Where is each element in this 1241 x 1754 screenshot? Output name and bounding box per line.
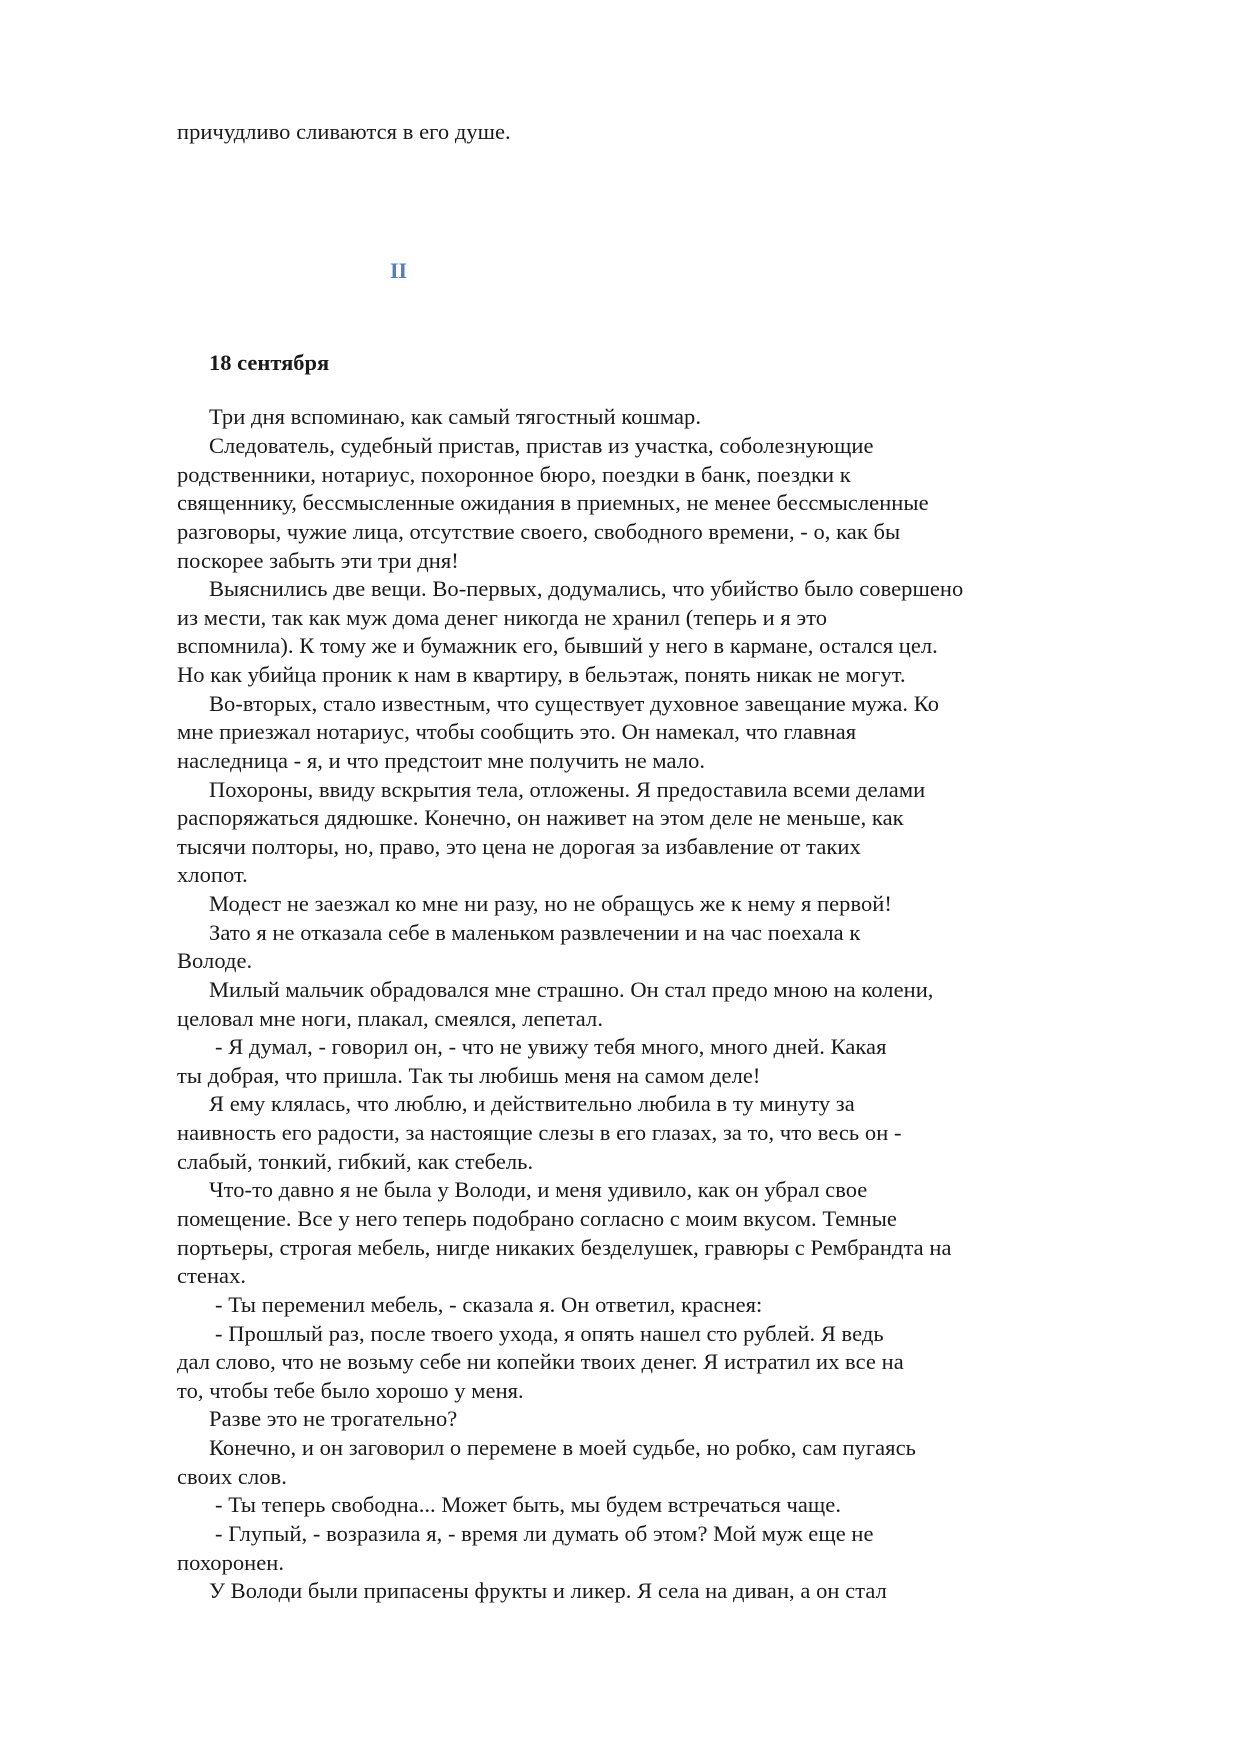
entry-date-heading: 18 сентября xyxy=(209,350,330,375)
text-line: разговоры, чужие лица, отсутствие своего, свободного времени, - о, как бы xyxy=(177,519,901,544)
text-line: из мести, так как муж дома денег никогда не хранил (теперь и я это xyxy=(177,605,828,630)
text-line: Володе. xyxy=(177,948,253,973)
text-line: Похороны, ввиду вскрытия тела, отложены. Я предоставила всеми делами xyxy=(209,777,926,802)
text-line: мне приезжал нотариус, чтобы сообщить это. Он намекал, что главная xyxy=(177,719,857,744)
dialog-line: - Прошлый раз, после твоего ухода, я опять нашел сто рублей. Я ведь xyxy=(215,1321,884,1346)
text-line: стенах. xyxy=(177,1263,247,1288)
chapter-number: II xyxy=(390,258,408,283)
text-line: Разве это не трогательно? xyxy=(209,1406,458,1431)
text-line: Выяснились две вещи. Во-первых, додумались, что убийство было совершено xyxy=(209,576,964,601)
dialog-line: - Глупый, - возразила я, - время ли думать об этом? Мой муж еще не xyxy=(215,1521,874,1546)
text-line: священнику, бессмысленные ожидания в приемных, не менее бессмысленные xyxy=(177,490,929,515)
text-line: тысячи полторы, но, право, это цена не дорогая за избавление от таких xyxy=(177,834,861,859)
text-line: родственники, нотариус, похоронное бюро, поездки в банк, поездки к xyxy=(177,462,851,487)
text-line: Во-вторых, стало известным, что существует духовное завещание мужа. Ко xyxy=(209,691,940,716)
text-line: Следователь, судебный пристав, пристав из участка, соболезнующие xyxy=(209,433,874,458)
text-line: Я ему клялась, что люблю, и действительно любила в ту минуту за xyxy=(209,1091,855,1116)
text-line: дал слово, что не возьму себе ни копейки твоих денег. Я истратил их все на xyxy=(177,1349,904,1374)
text-line: Конечно, и он заговорил о перемене в моей судьбе, но робко, сам пугаясь xyxy=(209,1435,916,1460)
text-line: целовал мне ноги, плакал, смеялся, лепетал. xyxy=(177,1006,603,1031)
dialog-line: - Ты теперь свободна... Может быть, мы будем встречаться чаще. xyxy=(215,1492,842,1517)
text-line: портьеры, строгая мебель, нигде никаких безделушек, гравюры с Рембрандта на xyxy=(177,1235,952,1260)
text-line: распоряжаться дядюшке. Конечно, он наживет на этом деле не меньше, как xyxy=(177,805,904,830)
text-line: похоронен. xyxy=(177,1550,285,1575)
text-line: помещение. Все у него теперь подобрано согласно с моим вкусом. Темные xyxy=(177,1206,897,1231)
text-line: Модест не заезжал ко мне ни разу, но не обращусь же к нему я первой! xyxy=(209,891,892,916)
text-line: то, чтобы тебе было хорошо у меня. xyxy=(177,1378,524,1403)
text-line: хлопот. xyxy=(177,862,248,887)
text-line: слабый, тонкий, гибкий, как стебель. xyxy=(177,1149,534,1174)
dialog-line: - Ты переменил мебель, - сказала я. Он ответил, краснея: xyxy=(215,1292,763,1317)
text-line: У Володи были припасены фрукты и ликер. Я села на диван, а он стал xyxy=(209,1578,887,1603)
dialog-line: - Я думал, - говорил он, - что не увижу тебя много, много дней. Какая xyxy=(215,1034,887,1059)
text-line: вспомнила). К тому же и бумажник его, бывший у него в кармане, остался цел. xyxy=(177,633,938,658)
text-line: Зато я не отказала себе в маленьком развлечении и на час поехала к xyxy=(209,920,861,945)
text-line: наивность его радости, за настоящие слезы в его глазах, за то, что весь он - xyxy=(177,1120,902,1145)
text-line: наследница - я, и что предстоит мне получить не мало. xyxy=(177,748,706,773)
text-line: Но как убийца проник к нам в квартиру, в бельэтаж, понять никак не могут. xyxy=(177,662,906,687)
text-line: поскорее забыть эти три дня! xyxy=(177,548,459,573)
text-line: ты добрая, что пришла. Так ты любишь меня на самом деле! xyxy=(177,1063,761,1088)
text-line: Что-то давно я не была у Володи, и меня удивило, как он убрал свое xyxy=(209,1177,868,1202)
text-line: своих слов. xyxy=(177,1464,287,1489)
text-line-continuation: причудливо сливаются в его душе. xyxy=(177,119,511,144)
text-line: Три дня вспоминаю, как самый тягостный кошмар. xyxy=(209,404,701,429)
text-line: Милый мальчик обрадовался мне страшно. Он стал предо мною на колени, xyxy=(209,977,934,1002)
